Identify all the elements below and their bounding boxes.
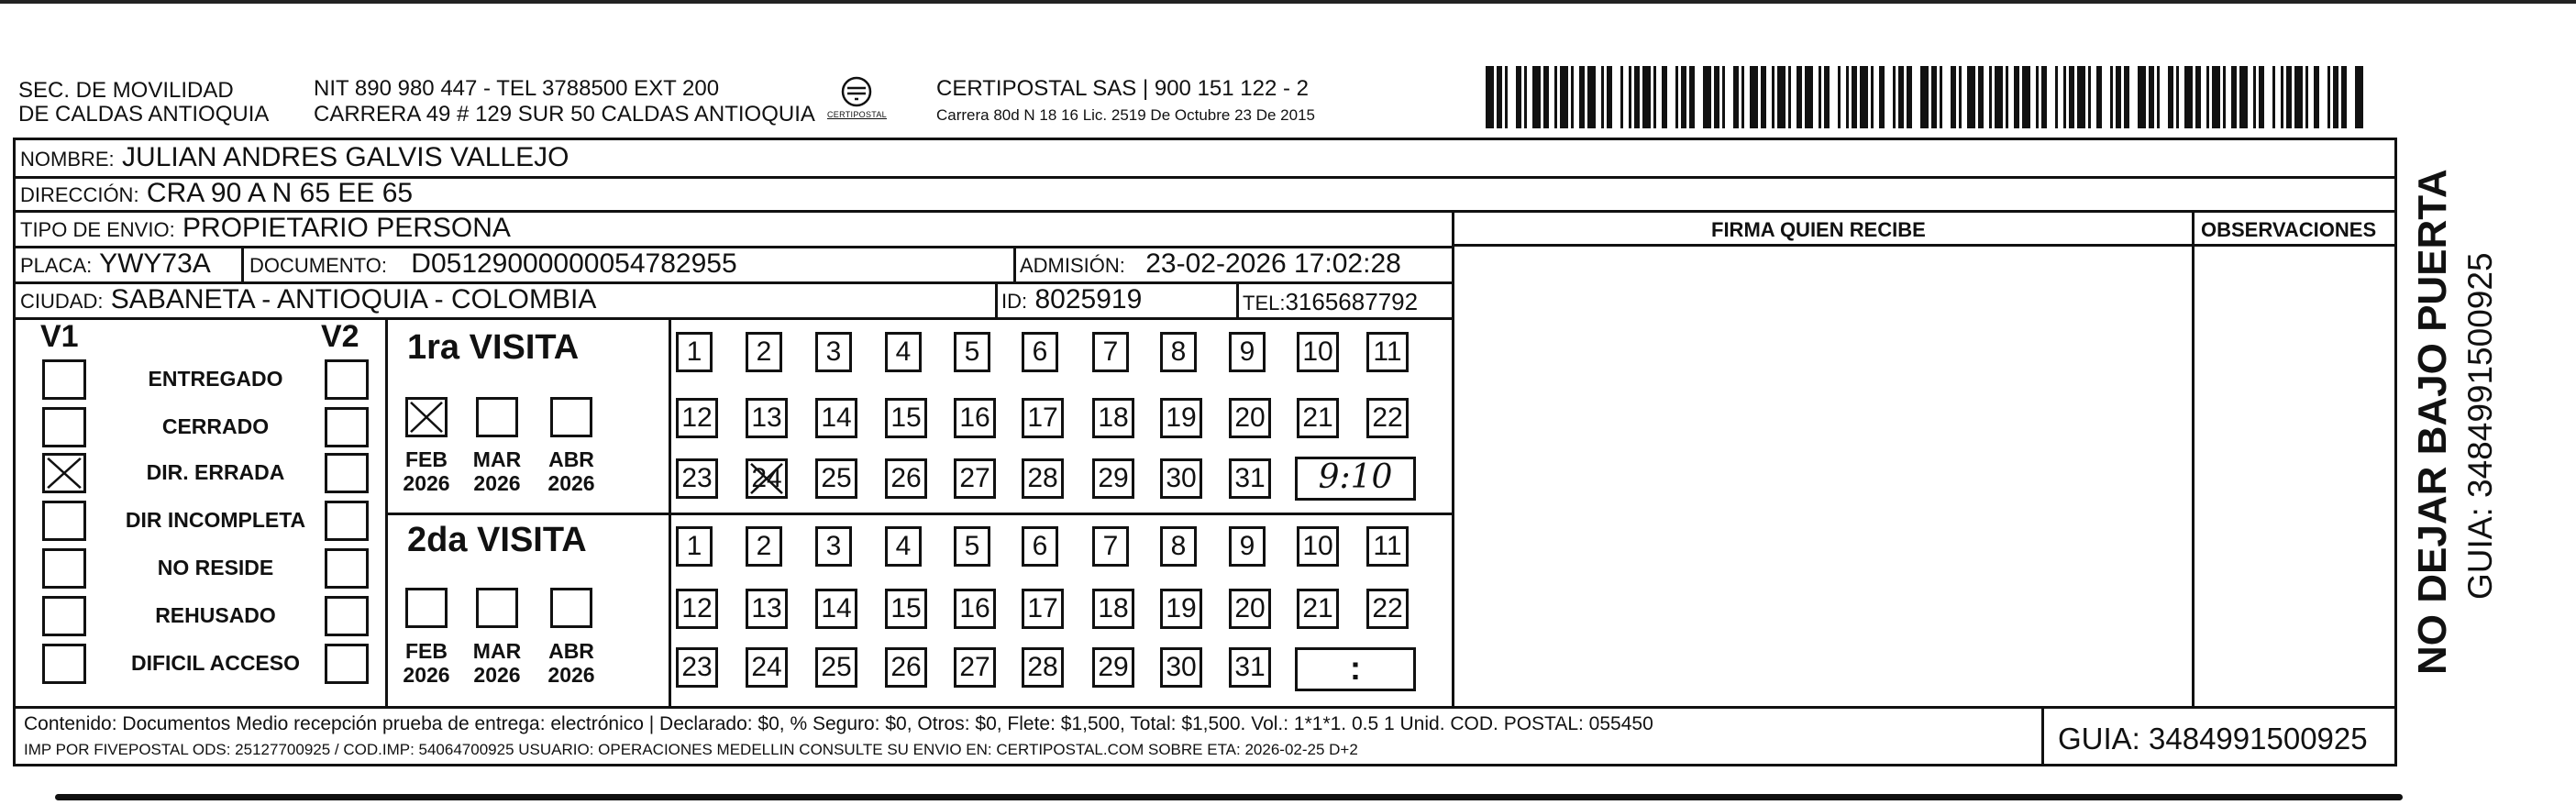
v1-label: V1	[40, 319, 79, 354]
month-name: FEB	[405, 639, 448, 663]
month-name: FEB	[405, 447, 448, 471]
day-box[interactable]: 11	[1366, 526, 1409, 567]
status-label: DIR INCOMPLETA	[125, 508, 306, 532]
org-name-line1: SEC. DE MOVILIDAD	[18, 78, 234, 103]
direccion-value: CRA 90 A N 65 EE 65	[146, 178, 414, 208]
v2-checkbox[interactable]	[325, 453, 369, 493]
day-box[interactable]: 2	[746, 332, 782, 372]
col-line	[1452, 210, 1454, 706]
status-label: DIFICIL ACCESO	[130, 651, 300, 675]
day-box[interactable]: 8	[1160, 526, 1197, 567]
row-line	[13, 317, 1454, 320]
status-label: REHUSADO	[155, 603, 276, 627]
visit1-title: 1ra VISITA	[407, 328, 580, 367]
month-checkbox[interactable]	[405, 397, 448, 437]
logo-text: CERTIPOSTAL	[827, 110, 887, 119]
top-edge-line	[0, 0, 2576, 4]
day-box[interactable]: 6	[1022, 526, 1058, 567]
month-year: 2026	[547, 471, 595, 495]
day-box[interactable]: 3	[815, 332, 852, 372]
col-line	[2192, 210, 2195, 706]
day-box[interactable]: 10	[1297, 526, 1339, 567]
nombre-label: NOMBRE:	[20, 148, 115, 171]
month-year: 2026	[473, 663, 521, 687]
day-box[interactable]: 16	[954, 398, 996, 438]
admision-field	[1020, 248, 1401, 281]
v2-checkbox[interactable]	[325, 407, 369, 447]
day-box[interactable]: 19	[1160, 589, 1202, 629]
id-label: ID:	[1001, 290, 1028, 313]
guia-box: GUIA: 3484991500925	[2058, 722, 2368, 755]
day-box[interactable]: 31	[1229, 458, 1271, 499]
day-box[interactable]: 26	[885, 458, 927, 499]
ciudad-field	[20, 284, 596, 317]
id-value: 8025919	[1034, 284, 1143, 314]
ciudad-value: SABANETA - ANTIOQUIA - COLOMBIA	[110, 284, 597, 314]
imp-line: IMP POR FIVEPOSTAL ODS: 25127700925 / COD.IMP: 54064700925 USUARIO: OPERACIONES MEDELLIN CONSULTE SU ENVIO EN: CERTIPOSTAL.COM SOBRE ETA: 2026-02-25 D+2	[24, 741, 1358, 758]
month-year: 2026	[547, 663, 595, 687]
day-box[interactable]: 15	[885, 398, 927, 438]
day-box[interactable]: 13	[746, 398, 788, 438]
status-label: NO RESIDE	[157, 556, 274, 579]
day-box[interactable]: 1	[676, 332, 713, 372]
day-box[interactable]: 5	[954, 526, 990, 567]
col-line	[1236, 281, 1239, 317]
visit2-title: 2da VISITA	[407, 521, 587, 559]
day-box[interactable]: 12	[676, 398, 718, 438]
day-box[interactable]: 17	[1022, 398, 1064, 438]
col-line	[669, 317, 671, 706]
day-box[interactable]: 24	[746, 458, 788, 499]
address-line: CARRERA 49 # 129 SUR 50 CALDAS ANTIOQUIA	[314, 102, 815, 127]
day-box[interactable]: 10	[1297, 332, 1339, 372]
day-box[interactable]: 22	[1366, 398, 1409, 438]
placa-field	[20, 248, 211, 281]
day-box[interactable]: 28	[1022, 647, 1064, 688]
month-name: ABR	[548, 639, 594, 663]
day-box[interactable]: 25	[815, 647, 857, 688]
day-box[interactable]: 9	[1229, 332, 1266, 372]
day-box[interactable]: 15	[885, 589, 927, 629]
tel-label: TEL:	[1243, 292, 1286, 314]
nit-line: NIT 890 980 447 - TEL 3788500 EXT 200	[314, 76, 720, 101]
tipo-envio-label: TIPO DE ENVIO:	[20, 218, 175, 241]
row-line	[385, 513, 1454, 515]
observaciones-header: OBSERVACIONES	[2201, 218, 2377, 241]
month-year: 2026	[473, 471, 521, 495]
tel-value: 3165687792	[1285, 288, 1419, 315]
row-line	[1454, 244, 2397, 247]
day-box[interactable]: 7	[1092, 332, 1129, 372]
tipo-envio-value: PROPIETARIO PERSONA	[182, 213, 511, 243]
no-dejar-bajo-puerta: NO DEJAR BAJO PUERTA	[2410, 169, 2455, 675]
col-line	[1013, 246, 1016, 281]
carrier-line1: CERTIPOSTAL SAS | 900 151 122 - 2	[936, 76, 1309, 101]
day-box[interactable]: 23	[676, 458, 718, 499]
day-box[interactable]: 21	[1297, 398, 1339, 438]
day-box[interactable]: 18	[1092, 589, 1134, 629]
col-line	[385, 317, 388, 706]
placa-value: YWY73A	[99, 248, 211, 279]
day-box[interactable]: 20	[1229, 589, 1271, 629]
month-checkbox[interactable]	[476, 397, 518, 437]
day-box[interactable]: 7	[1092, 526, 1129, 567]
month-checkbox[interactable]	[550, 588, 592, 628]
v1-checkbox[interactable]	[42, 501, 86, 541]
day-box[interactable]: 30	[1160, 647, 1202, 688]
day-box[interactable]: 22	[1366, 589, 1409, 629]
contenido-line: Contenido: Documentos Medio recepción prueba de entrega: electrónico | Declarado: $0, % Seguro: $0, Otros: $0, Flete: $1,500, Total: $1,500. Vol.: 1*1*1. 0.5 1 Unid. COD. POSTAL: 055450	[24, 713, 1653, 734]
visit1-time-box[interactable]: 9:10	[1295, 457, 1416, 501]
day-box[interactable]: 16	[954, 589, 996, 629]
day-box[interactable]: 23	[676, 647, 718, 688]
direccion-field	[20, 178, 413, 211]
day-box[interactable]: 29	[1092, 458, 1134, 499]
day-box[interactable]: 28	[1022, 458, 1064, 499]
certipostal-logo	[820, 75, 893, 127]
v2-checkbox[interactable]	[325, 596, 369, 636]
day-box[interactable]: 4	[885, 526, 922, 567]
day-box[interactable]: 21	[1297, 589, 1339, 629]
v1-checkbox[interactable]	[42, 453, 86, 493]
day-box[interactable]: 25	[815, 458, 857, 499]
day-box[interactable]: 12	[676, 589, 718, 629]
org-name-line2: DE CALDAS ANTIOQUIA	[18, 102, 270, 127]
bottom-edge-line	[55, 794, 2403, 800]
v2-label: V2	[321, 319, 359, 354]
day-box[interactable]: 14	[815, 589, 857, 629]
v2-checkbox[interactable]	[325, 359, 369, 400]
v1-checkbox[interactable]	[42, 596, 86, 636]
day-box[interactable]: 11	[1366, 332, 1409, 372]
ciudad-label: CIUDAD:	[20, 290, 104, 313]
id-field	[1001, 284, 1142, 317]
v2-checkbox[interactable]	[325, 548, 369, 589]
day-box[interactable]: 31	[1229, 647, 1271, 688]
day-box[interactable]: 14	[815, 398, 857, 438]
month-checkbox[interactable]	[405, 588, 448, 628]
status-label: ENTREGADO	[148, 367, 283, 391]
placa-label: PLACA:	[20, 254, 93, 277]
direccion-label: DIRECCIÓN:	[20, 183, 139, 206]
day-box[interactable]: 3	[815, 526, 852, 567]
month-name: MAR	[472, 447, 522, 471]
visit2-time-box[interactable]: :	[1295, 647, 1416, 691]
day-box[interactable]: 17	[1022, 589, 1064, 629]
row-line	[13, 706, 2397, 709]
carrier-line2: Carrera 80d N 18 16 Lic. 2519 De Octubre 23 De 2015	[936, 106, 1315, 124]
day-box[interactable]: 6	[1022, 332, 1058, 372]
v1-checkbox[interactable]	[42, 548, 86, 589]
day-box[interactable]: 1	[676, 526, 713, 567]
day-box[interactable]: 27	[954, 647, 996, 688]
day-box[interactable]: 4	[885, 332, 922, 372]
v1-checkbox[interactable]	[42, 407, 86, 447]
documento-label: DOCUMENTO:	[249, 254, 387, 277]
col-line	[241, 246, 244, 281]
documento-value: D05129000000054782955	[411, 248, 737, 279]
col-line	[995, 281, 998, 317]
day-box[interactable]: 26	[885, 647, 927, 688]
barcode	[1486, 66, 2366, 128]
v1-checkbox[interactable]	[42, 359, 86, 400]
v2-checkbox[interactable]	[325, 501, 369, 541]
day-box[interactable]: 27	[954, 458, 996, 499]
month-year: 2026	[403, 471, 450, 495]
month-checkbox[interactable]	[550, 397, 592, 437]
day-box[interactable]: 30	[1160, 458, 1202, 499]
v2-checkbox[interactable]	[325, 644, 369, 684]
guia-vertical: GUIA: 3484991500925	[2461, 252, 2499, 600]
documento-field	[249, 248, 737, 281]
month-checkbox[interactable]	[476, 588, 518, 628]
nombre-field	[20, 142, 569, 175]
day-box[interactable]: 8	[1160, 332, 1197, 372]
day-box[interactable]: 19	[1160, 398, 1202, 438]
admision-value: 23-02-2026 17:02:28	[1145, 248, 1401, 279]
day-box[interactable]: 13	[746, 589, 788, 629]
status-label: CERRADO	[161, 414, 270, 438]
month-name: ABR	[548, 447, 594, 471]
day-box[interactable]: 2	[746, 526, 782, 567]
nombre-value: JULIAN ANDRES GALVIS VALLEJO	[122, 142, 569, 172]
admision-label: ADMISIÓN:	[1020, 254, 1125, 277]
day-box[interactable]: 29	[1092, 647, 1134, 688]
day-box[interactable]: 5	[954, 332, 990, 372]
day-box[interactable]: 18	[1092, 398, 1134, 438]
day-box[interactable]: 9	[1229, 526, 1266, 567]
status-label: DIR. ERRADA	[146, 460, 285, 484]
tel-field	[1243, 286, 1418, 319]
month-name: MAR	[472, 639, 522, 663]
col-line	[2041, 706, 2044, 766]
day-box[interactable]: 20	[1229, 398, 1271, 438]
month-year: 2026	[403, 663, 450, 687]
v1-checkbox[interactable]	[42, 644, 86, 684]
firma-header: FIRMA QUIEN RECIBE	[1711, 218, 1926, 241]
day-box[interactable]: 24	[746, 647, 788, 688]
tipo-envio-field	[20, 213, 511, 246]
